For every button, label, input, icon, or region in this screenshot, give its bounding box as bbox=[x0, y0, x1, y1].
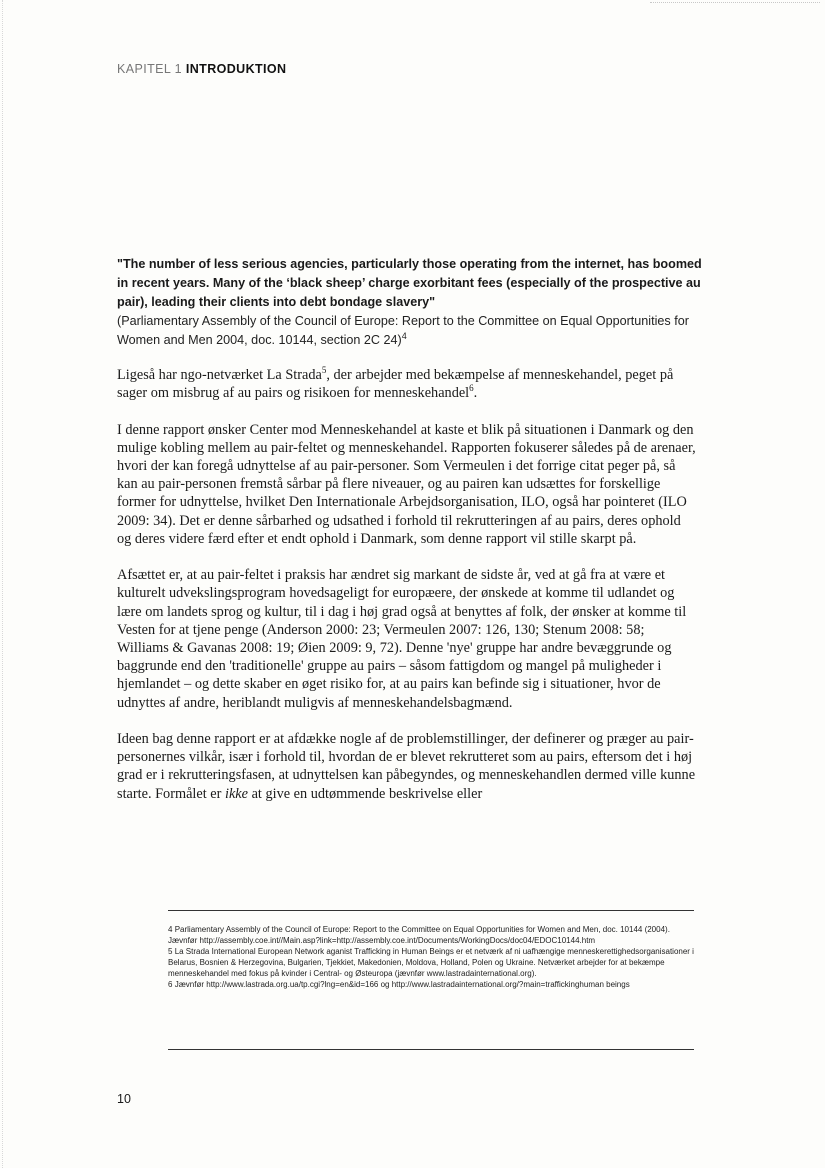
footnote-rule-top bbox=[168, 910, 694, 911]
footnote-text: La Strada International European Network aganist Trafficking in Human Beings er et netværk af ni uafhængige menneskerettighedsorganisationer i Belarus, Bosnien & Herzegovina, Bulgarien, Tjekkiet, Makedonien, Moldova, Holland, Polen og Ukraine. Netværket arbejder for at bekæmpe menneskehandel med fokus på kvinder i Central- og Østeuropa (jævnfør www.lastradainternational.org). bbox=[168, 946, 694, 978]
footnote-ref-5: 5 bbox=[321, 365, 327, 376]
footnote-6 bbox=[168, 980, 694, 991]
paragraph-1 bbox=[117, 366, 697, 402]
body-text bbox=[117, 366, 697, 821]
quote-source bbox=[117, 312, 707, 350]
footnote-5 bbox=[168, 947, 694, 980]
paragraph-4-text-b: at give en udtømmende beskrivelse eller bbox=[248, 785, 483, 802]
footnote-number: 5 bbox=[168, 946, 173, 956]
footnote-ref-4: 4 bbox=[401, 330, 407, 341]
paragraph-4-emphasis: ikke bbox=[224, 785, 248, 802]
scan-edge-top bbox=[650, 2, 820, 3]
page-number: 10 bbox=[117, 1092, 131, 1106]
quote-text: "The number of less serious agencies, particularly those operating from the internet, has boomed in recent years. Many of the ‘black sheep’ charge exorbitant fees (especially of the prospective au pair), leading their clients into debt bondage slavery" bbox=[117, 257, 702, 309]
paragraph-1-text-c: . bbox=[473, 385, 478, 402]
paragraph-1-text-a: Ligeså har ngo-netværket La Strada bbox=[117, 367, 322, 383]
scan-edge-left bbox=[2, 0, 3, 1168]
paragraph-3: Afsættet er, at au pair-feltet i praksis har ændret sig markant de sidste år, ved at gå fra at være et kulturelt udvekslingsprogram hovedsageligt for europæere, der ønskede at komme til udlandet og lære om landets sprog og kultur, til i dag i høj grad også at benyttes af folk, der ønsker at komme til Vesten for at tjene penge (Anderson 2000: 23; Vermeulen 2007: 126, 130; Stenum 2008: 58; Williams & Gavanas 2008: 19; Øien 2009: 9, 72). Denne 'nye' gruppe har andre bevæggrunde og baggrunde end den 'traditionelle' gruppe au pairs – såsom fattigdom og mangel på muligheder i hjemlandet – og dette skaber en øget risiko for, at au pairs kan befinde sig i situationer, hvor de udnyttes af andre, heriblandt muligvis af menneskehandelsbagmænd. bbox=[117, 567, 687, 711]
footnotes bbox=[168, 925, 694, 990]
footnote-ref-6: 6 bbox=[469, 383, 474, 394]
footnote-4 bbox=[168, 925, 694, 947]
quote-source-text: (Parliamentary Assembly of the Council of Europe: Report to the Committee on Equal Opportunities for Women and Men 2004, doc. 10144, section 2C 24) bbox=[117, 314, 689, 347]
footnote-text: Jævnfør http://www.lastrada.org.ua/tp.cgi?lng=en&id=166 og http://www.lastradainternational.org/?main=traffickinghuman beings bbox=[174, 979, 630, 989]
paragraph-2: I denne rapport ønsker Center mod Menneskehandel at kaste et blik på situationen i Danmark og den mulige kobling mellem au pair-feltet og menneskehandel. Rapporten fokuserer således på de arenaer, hvori der kan foregå udnyttelse af au pair-personer. Som Vermeulen i det forrige citat peger på, så kan au pair-personen fremstå sårbar på flere niveauer, og au pairen kan udsættes for forskellige former for udnyttelse, hvilket Den Internationale Arbejdsorganisation, ILO, også har pointeret (ILO 2009: 34). Det er denne sårbarhed og udsathed i forhold til rekrutteringen af au pairs, deres ophold og deres videre færd efter et endt ophold i Danmark, som denne rapport vil stille skarpt på. bbox=[117, 421, 696, 547]
footnote-rule-bottom bbox=[168, 1049, 694, 1050]
chapter-title: INTRODUKTION bbox=[185, 62, 287, 76]
paragraph-1-text-b: , der arbejder med bekæmpelse af menneskehandel, peget på sager om misbrug af au pairs og risikoen for menneskehandel bbox=[117, 367, 674, 402]
running-header bbox=[117, 62, 287, 76]
footnote-text: Parliamentary Assembly of the Council of Europe: Report to the Committee on Equal Opportunities for Women and Men, doc. 10144 (2004). Jævnfør http://assembly.coe.int//Main.asp?link=http://assembly.coe.int/Documents/WorkingDocs/doc04/EDOC10144.htm bbox=[168, 925, 670, 945]
block-quote bbox=[117, 255, 707, 350]
paragraph-4-text-a: Ideen bag denne rapport er at afdække nogle af de problemstillinger, der definerer og præger au pair-personernes vilkår, især i forhold til, hvordan de er blevet rekrutteret som au pairs, eftersom det i høj grad er i rekrutteringsfasen, at udnyttelsen kan påbegyndes, og menneskehandlen dermed ville kunne starte. Formålet er bbox=[117, 731, 696, 802]
paragraph-4 bbox=[117, 730, 697, 803]
footnote-number: 4 bbox=[168, 925, 173, 934]
footnote-number: 6 bbox=[168, 979, 173, 989]
chapter-label: KAPITEL 1 bbox=[117, 62, 182, 76]
